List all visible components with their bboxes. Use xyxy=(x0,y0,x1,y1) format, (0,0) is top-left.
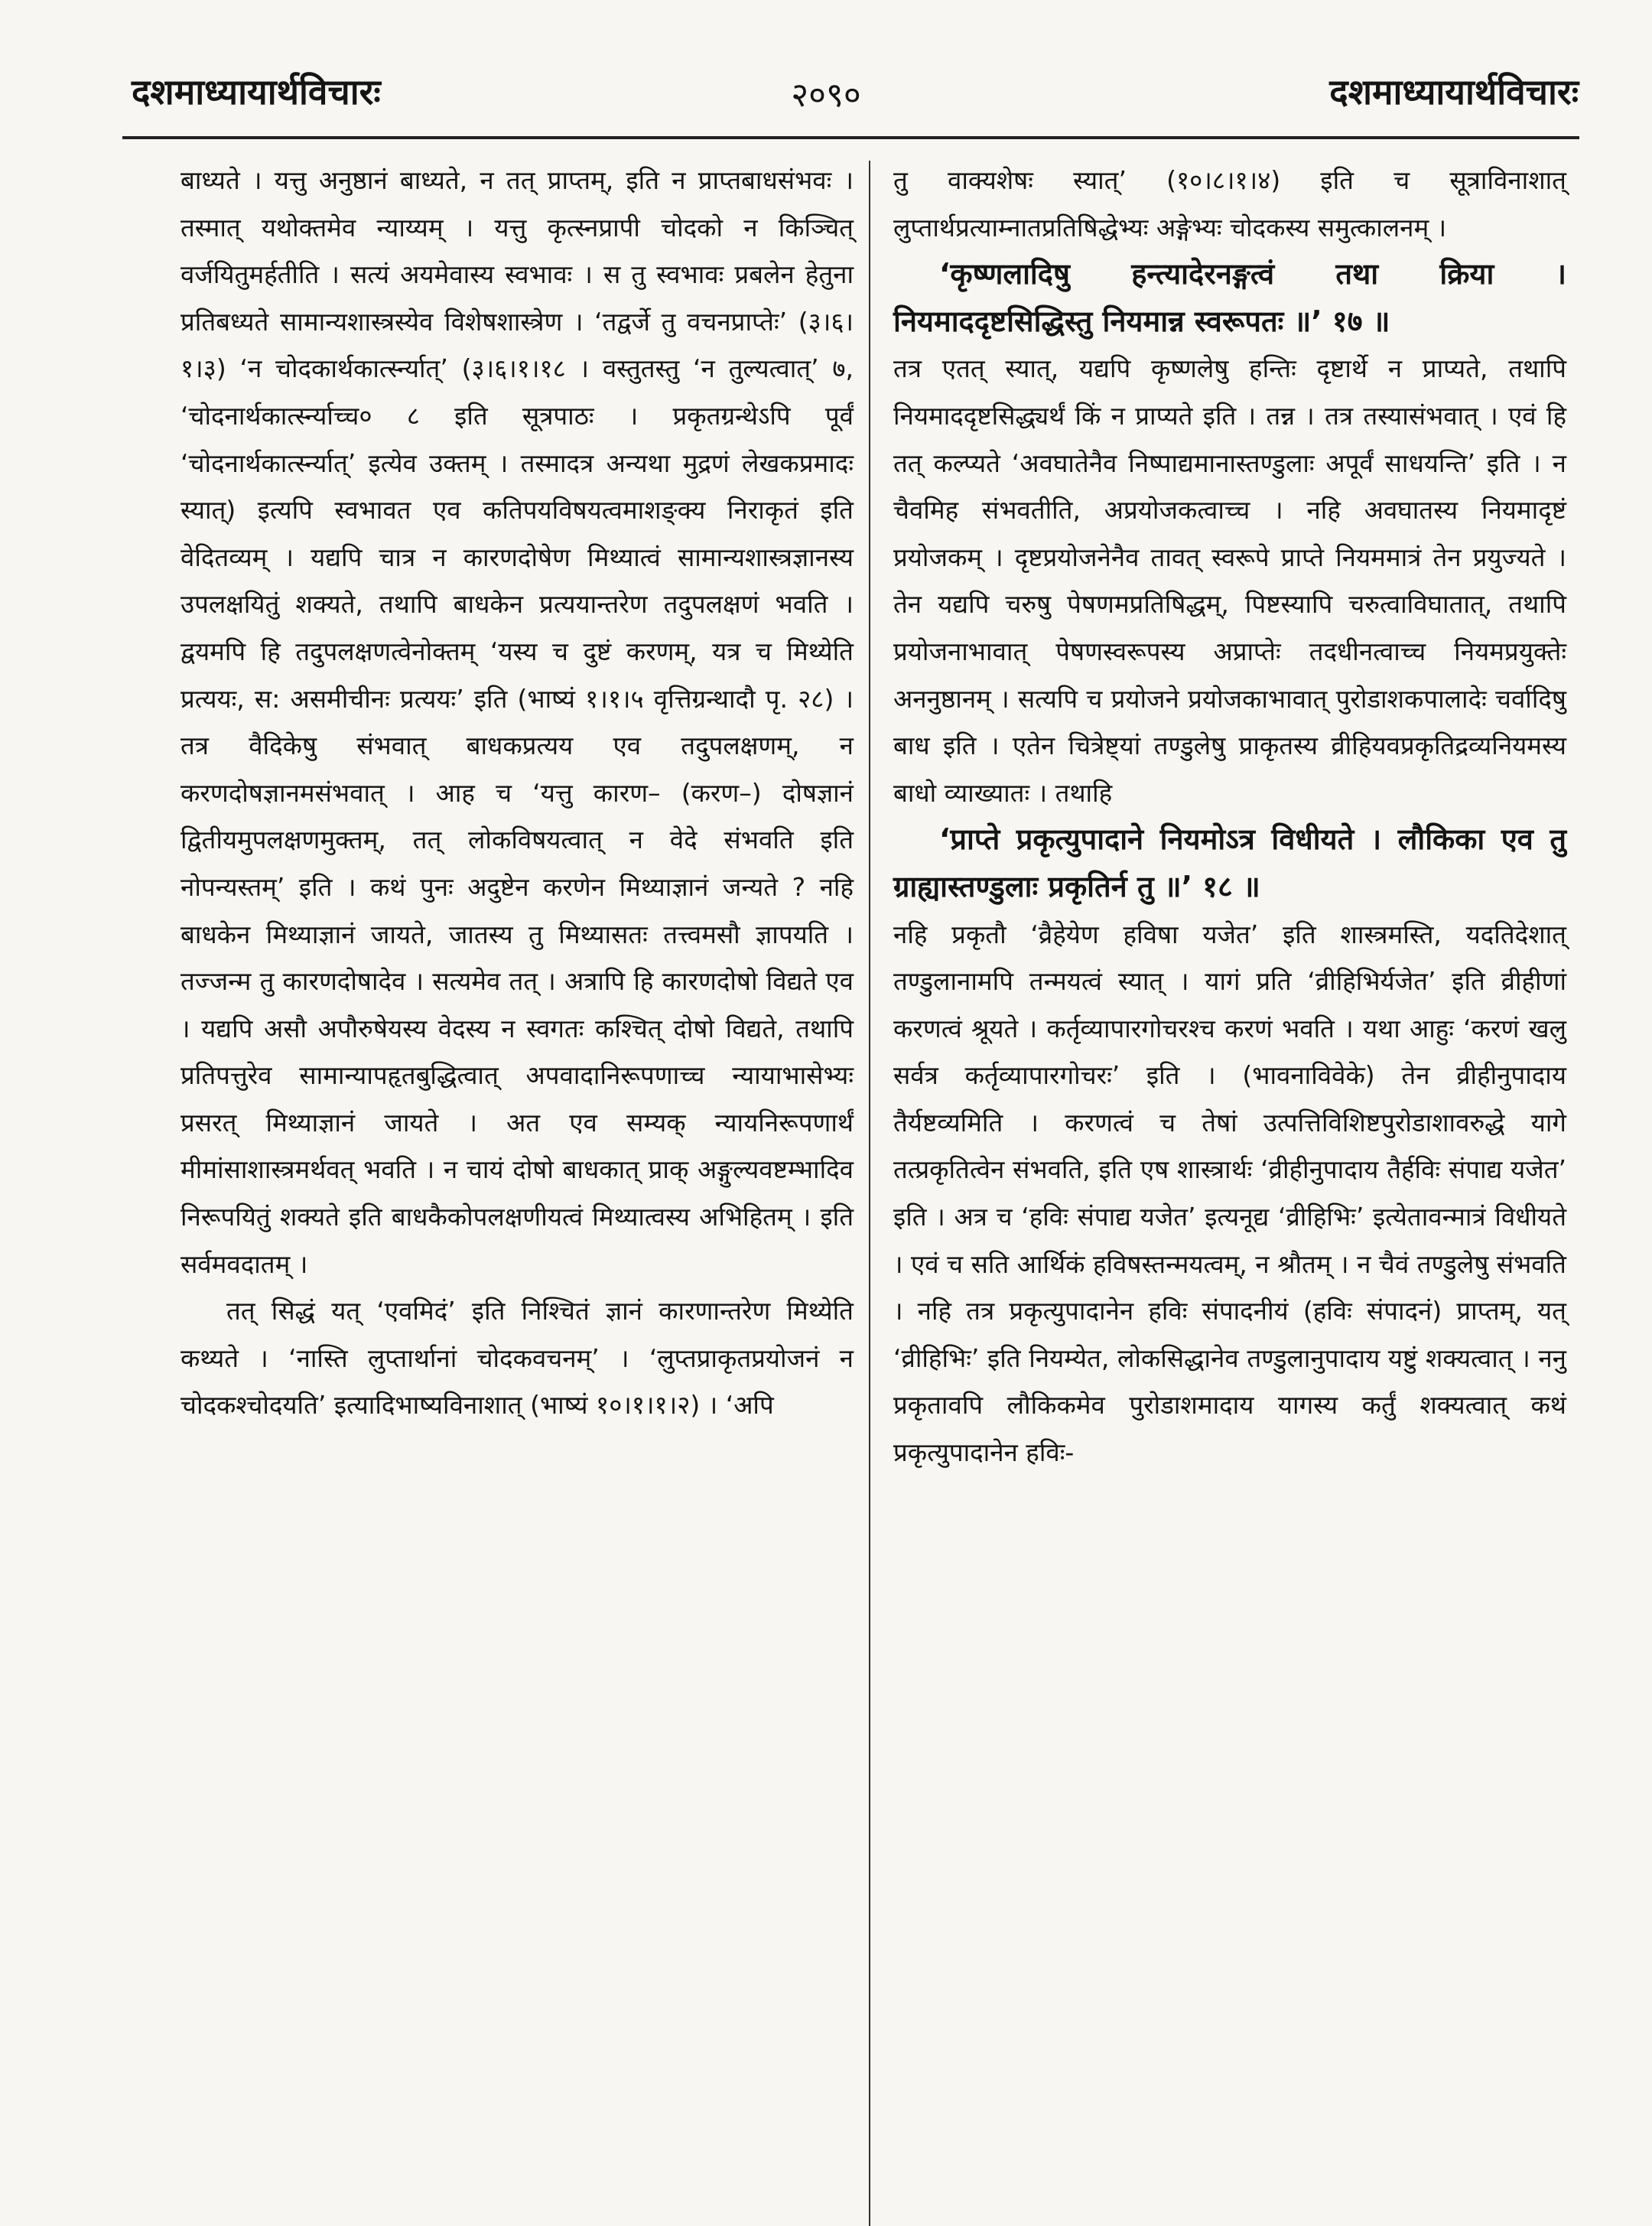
left-paragraph-1: बाध्यते । यत्तु अनुष्ठानं बाध्यते, न तत् प्राप्तम्, इति न प्राप्तबाधसंभवः । तस्मात् यथोक्तमेव न्याय्यम् । यत्तु कृत्स्नप्रापी चोदको न किञ्चित् वर्जयितुमर्हतीति । सत्यं अयमेवास्य स्वभावः । स तु स्वभावः प्रबलेन हेतुना प्रतिबध्यते सामान्यशास्त्रस्येव विशेषशास्त्रेण । ‘तद्वर्जे तु वचनप्राप्तेः’ (३।६।१।३) ‘न चोदकार्थकार्त्स्न्यात्’ (३।६।१।१८ । वस्तुतस्तु ‘न तुल्यत्वात्’ ७, ‘चोदनार्थकार्त्स्न्याच्च० ८ इति सूत्रपाठः । प्रकृतग्रन्थेऽपि पूर्वं ‘चोदनार्थकार्त्स्न्यात्’ इत्येव उक्तम् । तस्मादत्र अन्यथा मुद्रणं लेखकप्रमादः स्यात्) इत्यपि स्वभावत एव कतिपयविषयत्वमाशङ्क्य निराकृतं इति वेदितव्यम् । यद्यपि चात्र न कारणदोषेण मिथ्यात्वं सामान्यशास्त्रज्ञानस्य उपलक्षयितुं शक्यते, तथापि बाधकेन प्रत्ययान्तरेण तदुपलक्षणं भवति । द्वयमपि हि तदुपलक्षणत्वेनोक्तम् ‘यस्य च दुष्टं करणम्, यत्र च मिथ्येति प्रत्ययः, स: असमीचीनः प्रत्ययः’ इति (भाष्यं १।१।५ वृत्तिग्रन्थादौ पृ. २८) । तत्र वैदिकेषु संभवात् बाधकप्रत्यय एव तदुपलक्षणम्, न करणदोषज्ञानमसंभवात् । आह च ‘यत्तु कारण– (करण–) दोषज्ञानं द्वितीयमुपलक्षणमुक्तम्, तत् लोकविषयत्वात् न वेदे संभवति इति नोपन्यस्तम्’ इति । कथं पुनः अदुष्टेन करणेन मिथ्याज्ञानं जन्यते ? नहि बाधकेन मिथ्याज्ञानं जायते, जातस्य तु मिथ्यासतः तत्त्वमसौ ज्ञापयति । तज्जन्म तु कारणदोषादेव । सत्यमेव तत् । अत्रापि हि कारणदोषो विद्यते एव । यद्यपि असौ अपौरुषेयस्य वेदस्य न स्वगतः कश्चित् दोषो विद्यते, तथापि प्रतिपत्तुरेव सामान्यापहृतबुद्धित्वात् अपवादानिरूपणाच्च न्यायाभासेभ्यः प्रसरत् मिथ्याज्ञानं जायते । अत एव सम्यक् न्यायनिरूपणार्थं मीमांसाशास्त्रमर्थवत् भवति । न चायं दोषो बाधकात् प्राक् अङ्गुल्यवष्टम्भादिव निरूपयितुं शक्यते इति बाधकैकोपलक्षणीयत्वं मिथ्यात्वस्य अभिहितम् । इति सर्वमवदातम् । xyxy=(180,165,854,1279)
page-number: २०९० xyxy=(791,76,861,115)
running-title-right: दशमाध्यायार्थविचारः xyxy=(1329,71,1579,112)
page-header xyxy=(0,0,1652,134)
right-paragraph-2: तत्र एतत् स्यात्, यद्यपि कृष्णलेषु हन्तिः दृष्टार्थे न प्राप्यते, तथापि नियमाददृष्टसिद्ध्यर्थं किं न प्राप्यते इति । तन्न । तत्र तस्यासंभवात् । एवं हि तत् कल्प्यते ‘अवघातेनैव निष्पाद्यमानास्तण्डुलाः अपूर्वं साधयन्ति’ इति । न चैवमिह संभवतीति, अप्रयोजकत्वाच्च । नहि अवघातस्य नियमादृष्टं प्रयोजकम् । दृष्टप्रयोजनेनैव तावत् स्वरूपे प्राप्ते नियममात्रं तेन प्रयुज्यते । तेन यद्यपि चरुषु पेषणमप्रतिषिद्धम्, पिष्टस्यापि चरुत्वाविघातात्, तथापि प्रयोजनाभावात् पेषणस्वरूपस्य अप्राप्तेः तदधीनत्वाच्च नियमप्रयुक्तेः अननुष्ठानम् । सत्यपि च प्रयोजने प्रयोजकाभावात् पुरोडाशकपालादेः चर्वादिषु बाध इति । एतेन चित्रेष्ट्यां तण्डुलेषु प्राकृतस्य व्रीहियवप्रकृतिद्रव्यनियमस्य बाधो व्याख्यातः । तथाहि xyxy=(893,353,1566,808)
running-title-left: दशमाध्यायार्थविचारः xyxy=(132,71,381,112)
verse-17: ‘कृष्णलादिषु हन्त्यादेरनङ्गत्वं तथा क्रिया । नियमाददृष्टसिद्धिस्तु नियमान्न स्वरूपतः ॥’ १७ ॥ xyxy=(893,257,1566,338)
header-rule xyxy=(122,136,1579,139)
right-column xyxy=(893,157,1566,1476)
column-divider xyxy=(869,161,870,2226)
left-paragraph-2: तत् सिद्धं यत् ‘एवमिदं’ इति निश्चितं ज्ञानं कारणान्तरेण मिथ्येति कथ्यते । ‘नास्ति लुप्तार्थानां चोदकवचनम्’ । ‘लुप्तप्राकृतप्रयोजनं न चोदकश्चोदयति’ इत्यादिभाष्यविनाशात् (भाष्यं १०।१।१।२) । ‘अपि xyxy=(180,1296,854,1421)
left-column xyxy=(180,157,854,1429)
right-paragraph-1: तु वाक्यशेषः स्यात्’ (१०।८।१।४) इति च सूत्राविनाशात् लुप्तार्थप्रत्याम्नातप्रतिषिद्धेभ्यः अङ्गेभ्यः चोदकस्य समुत्कालनम् । xyxy=(893,165,1566,242)
right-paragraph-3: नहि प्रकृतौ ‘व्रैहेयेण हविषा यजेत’ इति शास्त्रमस्ति, यदतिदेशात् तण्डुलानामपि तन्मयत्वं स्यात् । यागं प्रति ‘व्रीहिभिर्यजेत’ इति व्रीहीणां करणत्वं श्रूयते । कर्तृव्यापारगोचरश्च करणं भवति । यथा आहुः ‘करणं खलु सर्वत्र कर्तृव्यापारगोचरः’ इति । (भावनाविवेके) तेन व्रीहीनुपादाय तैर्यष्टव्यमिति । करणत्वं च तेषां उत्पत्तिविशिष्टपुरोडाशावरुद्धे यागे तत्प्रकृतित्वेन संभवति, इति एष शास्त्रार्थः ‘व्रीहीनुपादाय तैर्हविः संपाद्य यजेत’ इति । अत्र च ‘हविः संपाद्य यजेत’ इत्यनूद्य ‘व्रीहिभिः’ इत्येतावन्मात्रं विधीयते । एवं च सति आर्थिकं हविषस्तन्मयत्वम्, न श्रौतम् । न चैवं तण्डुलेषु संभवति । नहि तत्र प्रकृत्युपादानेन हविः संपादनीयं (हविः संपादनं) प्राप्तम्, यत् ‘व्रीहिभिः’ इति नियम्येत, लोकसिद्धानेव तण्डुलानुपादाय यष्टुं शक्यत्वात् । ननु प्रकृतावपि लौकिकमेव पुरोडाशमादाय यागस्य कर्तुं शक्यत्वात् कथं प्रकृत्युपादानेन हविः- xyxy=(893,919,1566,1468)
verse-18: ‘प्राप्ते प्रकृत्युपादाने नियमोऽत्र विधीयते । लौकिका एव तु ग्राह्यास्तण्डुलाः प्रकृतिर्न तु ॥’ १८ ॥ xyxy=(893,822,1566,903)
